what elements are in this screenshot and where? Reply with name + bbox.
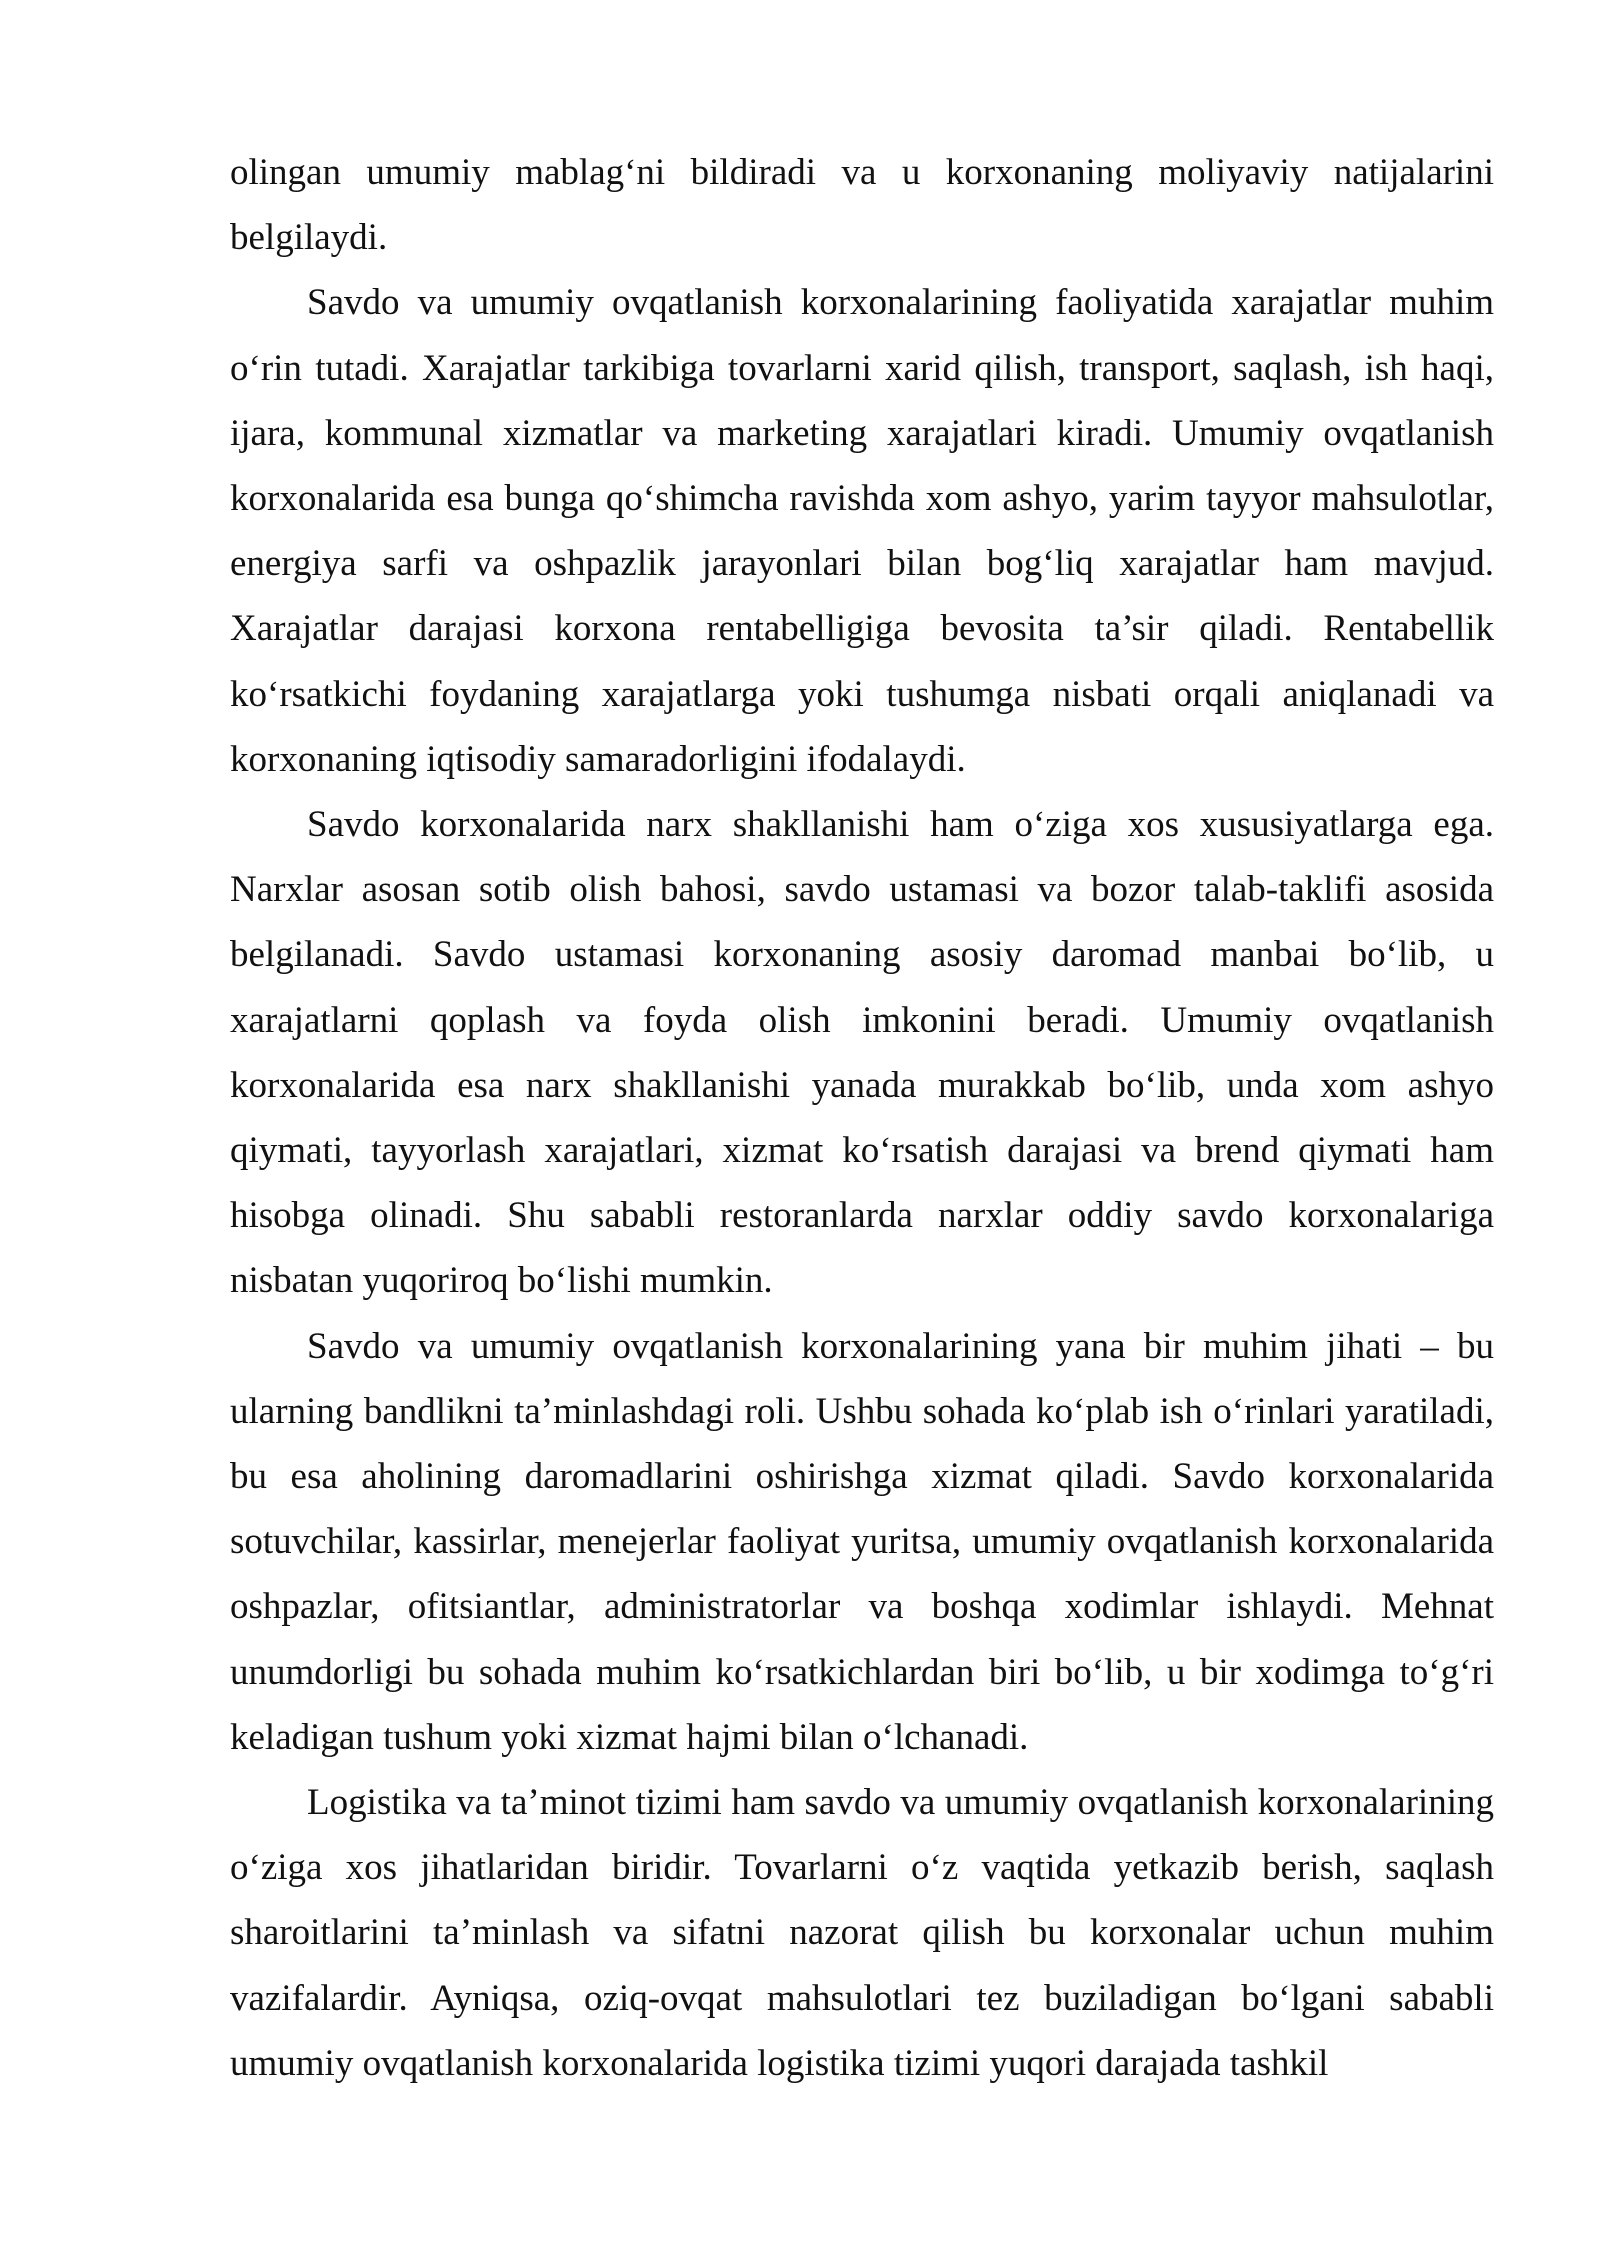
paragraph-expenses: Savdo va umumiy ovqatlanish korxonalarining faoliyatida xarajatlar muhim o‘rin tutadi. Xarajatlar tarkibiga tovarlarni xarid qilish, transport, saqlash, ish haqi, ijara, kommunal xizmatlar va marketing xarajatlari kiradi. Umumiy ovqatlanish korxonalarida esa bunga qo‘shimcha ravishda xom ashyo, yarim tayyor mahsulotlar, energiya sarfi va oshpazlik jarayonlari bilan bog‘liq xarajatlar ham mavjud. Xarajatlar darajasi korxona rentabelligiga bevosita ta’sir qiladi. Rentabellik ko‘rsatkichi foydaning xarajatlarga yoki tushumga nisbati orqali aniqlanadi va korxonaning iqtisodiy samaradorligini ifodalaydi. <box>230 282 1494 780</box>
paragraph-pricing: Savdo korxonalarida narx shakllanishi ham o‘ziga xos xususiyatlarga ega. Narxlar asosan sotib olish bahosi, savdo ustamasi va bozor talab-taklifi asosida belgilanadi. Savdo ustamasi korxonaning asosiy daromad manbai bo‘lib, u xarajatlarni qoplash va foyda olish imkonini beradi. Umumiy ovqatlanish korxonalarida esa narx shakllanishi yanada murakkab bo‘lib, unda xom ashyo qiymati, tayyorlash xarajatlari, xizmat ko‘rsatish darajasi va brend qiymati ham hisobga olinadi. Shu sababli restoranlarda narxlar oddiy savdo korxonalariga nisbatan yuqoriroq bo‘lishi mumkin. <box>230 804 1494 1302</box>
document-page <box>230 140 1494 2096</box>
paragraph-logistics: Logistika va ta’minot tizimi ham savdo va umumiy ovqatlanish korxonalarining o‘ziga xos jihatlaridan biridir. Tovarlarni o‘z vaqtida yetkazib berish, saqlash sharoitlarini ta’minlash va sifatni nazorat qilish bu korxonalar uchun muhim vazifalardir. Ayniqsa, oziq-ovqat mahsulotlari tez buziladigan bo‘lgani sababli umumiy ovqatlanish korxonalarida logistika tizimi yuqori darajada tashkil <box>230 1782 1494 2084</box>
paragraph-continuation: olingan umumiy mablag‘ni bildiradi va u korxonaning moliyaviy natijalarini belgilaydi. <box>230 152 1494 259</box>
paragraph-employment: Savdo va umumiy ovqatlanish korxonalarining yana bir muhim jihati – bu ularning bandlikni ta’minlashdagi roli. Ushbu sohada ko‘plab ish o‘rinlari yaratiladi, bu esa aholining daromadlarini oshirishga xizmat qiladi. Savdo korxonalarida sotuvchilar, kassirlar, menejerlar faoliyat yuritsa, umumiy ovqatlanish korxonalarida oshpazlar, ofitsiantlar, administratorlar va boshqa xodimlar ishlaydi. Mehnat unumdorligi bu sohada muhim ko‘rsatkichlardan biri bo‘lib, u bir xodimga to‘g‘ri keladigan tushum yoki xizmat hajmi bilan o‘lchanadi. <box>230 1325 1494 1758</box>
